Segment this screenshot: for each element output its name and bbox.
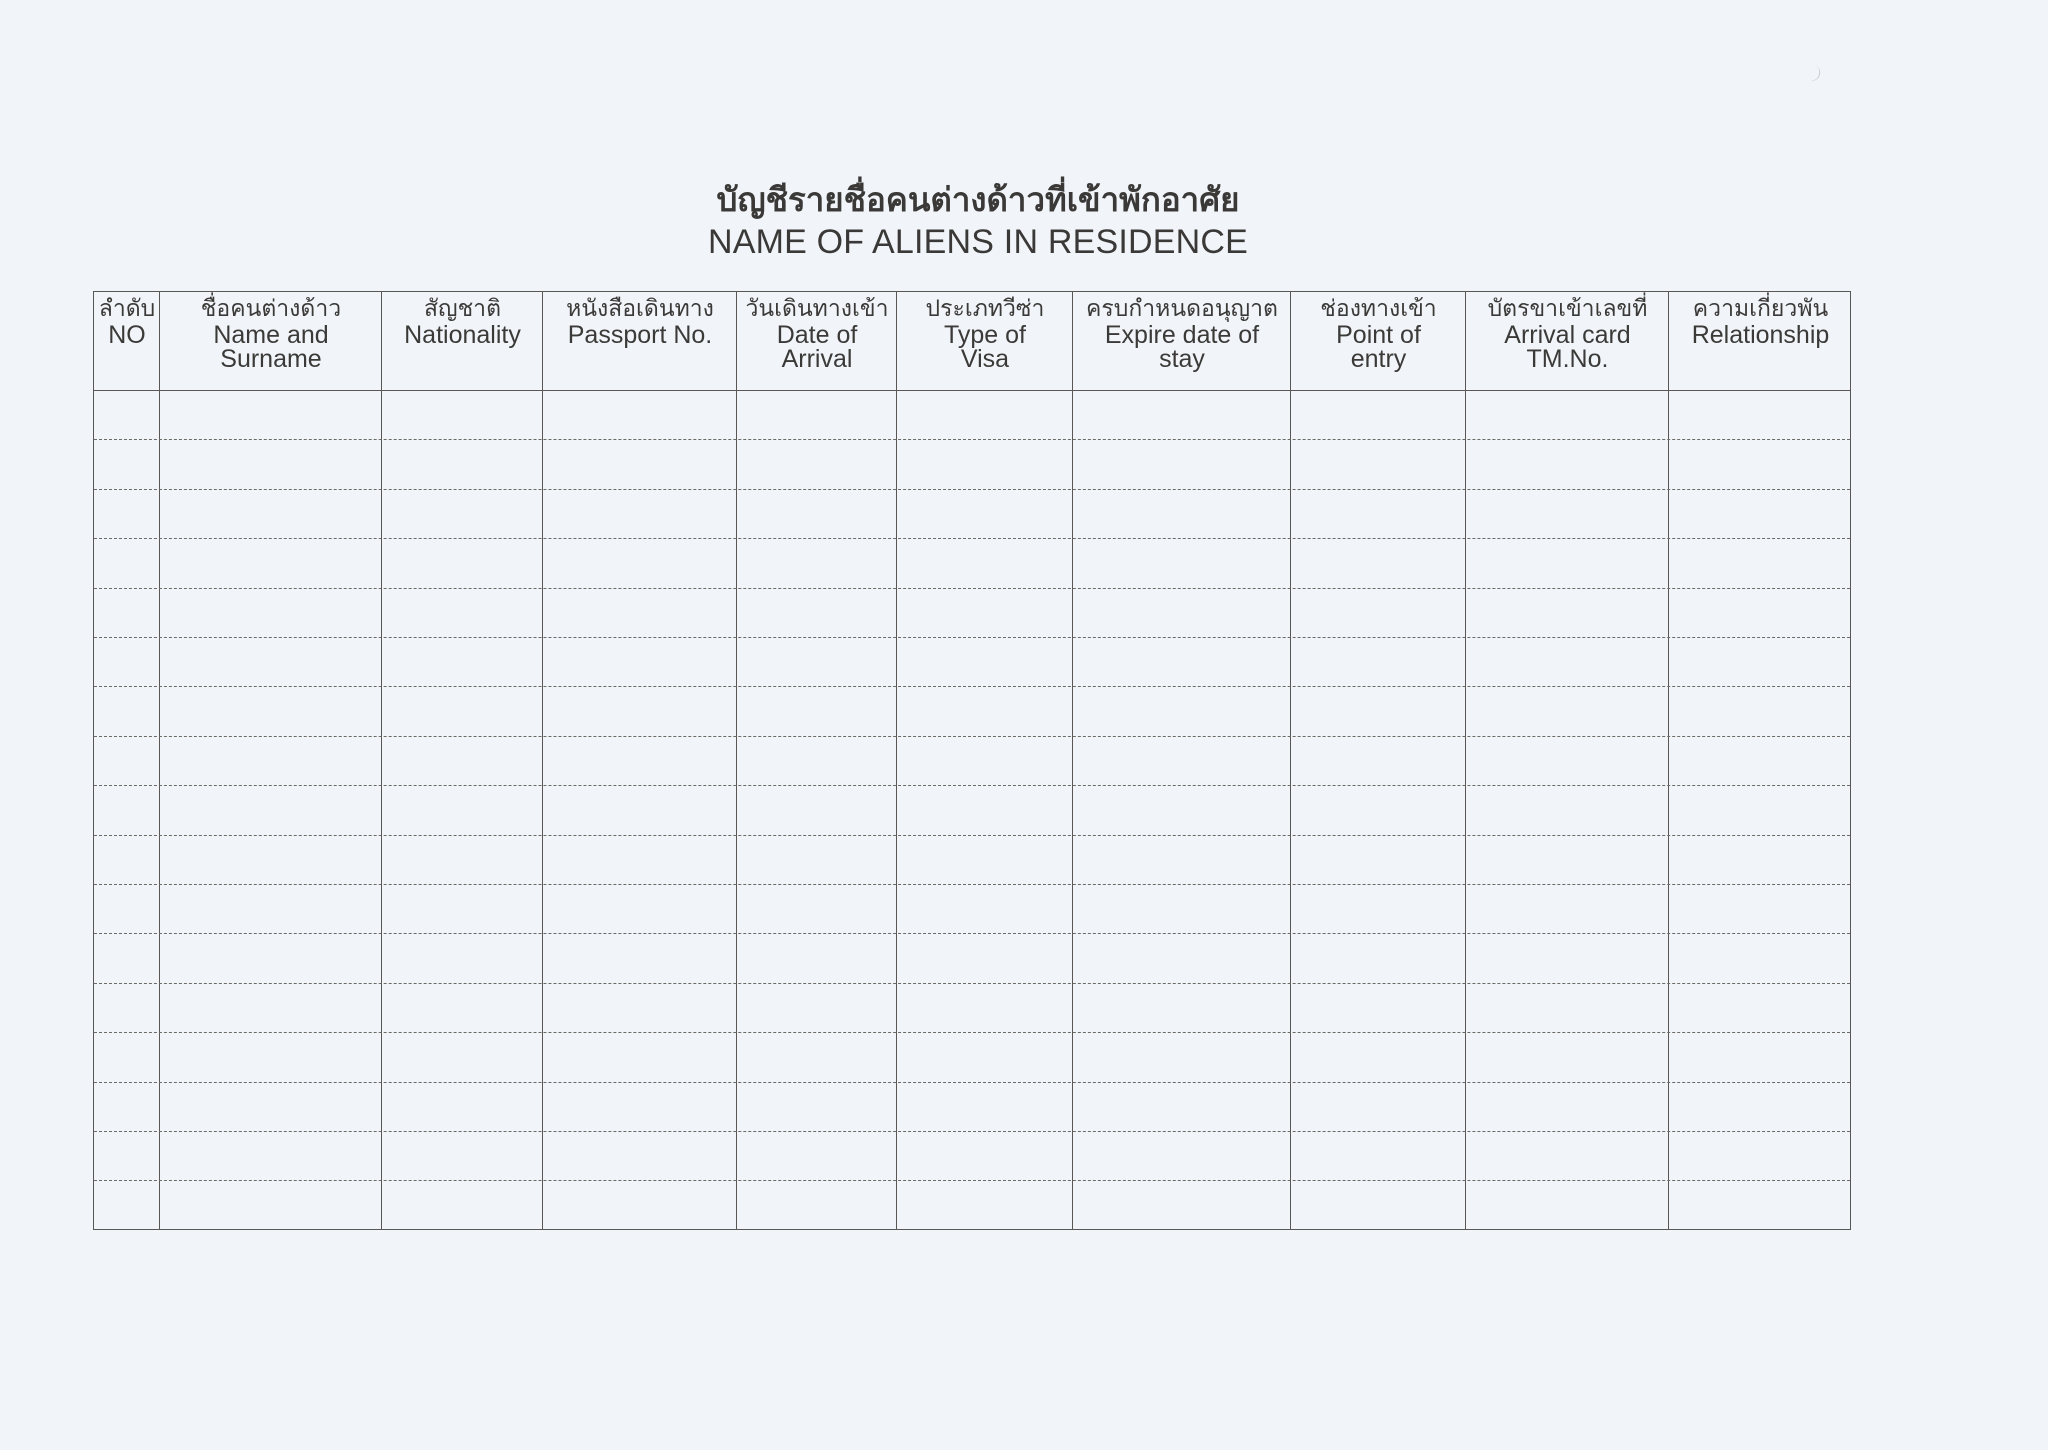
- header-label-thai: สัญชาติ: [423, 296, 502, 322]
- cell-relationship[interactable]: [1669, 439, 1852, 488]
- cell-entry_point[interactable]: [1291, 933, 1466, 982]
- cell-nationality[interactable]: [382, 538, 543, 587]
- cell-visa_type[interactable]: [897, 390, 1073, 439]
- cell-nationality[interactable]: [382, 884, 543, 933]
- document-title: [0, 178, 1956, 262]
- cell-expire_date[interactable]: [1073, 933, 1291, 982]
- header-label-english: Arrival card TM.No.: [1504, 321, 1631, 373]
- cell-name[interactable]: [160, 538, 382, 587]
- cell-no[interactable]: [94, 1131, 160, 1180]
- cell-passport[interactable]: [543, 390, 737, 439]
- cell-no[interactable]: [94, 835, 160, 884]
- cell-expire_date[interactable]: [1073, 1131, 1291, 1180]
- cell-name[interactable]: [160, 785, 382, 834]
- cell-passport[interactable]: [543, 439, 737, 488]
- cell-name[interactable]: [160, 686, 382, 735]
- cell-relationship[interactable]: [1669, 538, 1852, 587]
- cell-arrival_card[interactable]: [1466, 1032, 1669, 1081]
- header-label-english: NO: [108, 321, 146, 349]
- cell-entry_point[interactable]: [1291, 835, 1466, 884]
- header-label-thai: ครบกำหนดอนุญาต: [1086, 296, 1278, 322]
- cell-arrival_card[interactable]: [1466, 588, 1669, 637]
- header-name: [160, 292, 382, 390]
- header-nationality: [382, 292, 543, 390]
- cell-relationship[interactable]: [1669, 390, 1852, 439]
- cell-passport[interactable]: [543, 1131, 737, 1180]
- scan-mark: [1809, 65, 1823, 83]
- cell-entry_point[interactable]: [1291, 983, 1466, 1032]
- cell-arrival_card[interactable]: [1466, 933, 1669, 982]
- header-label-english: Name and Surname: [213, 321, 329, 373]
- cell-name[interactable]: [160, 588, 382, 637]
- header-label-english: Type of Visa: [944, 321, 1026, 373]
- cell-relationship[interactable]: [1669, 1082, 1852, 1131]
- cell-arrival_card[interactable]: [1466, 736, 1669, 785]
- cell-passport[interactable]: [543, 785, 737, 834]
- cell-arrival_date[interactable]: [737, 489, 897, 538]
- cell-entry_point[interactable]: [1291, 785, 1466, 834]
- header-label-thai: ชื่อคนต่างด้าว: [200, 296, 342, 322]
- cell-entry_point[interactable]: [1291, 1082, 1466, 1131]
- cell-visa_type[interactable]: [897, 835, 1073, 884]
- cell-name[interactable]: [160, 1032, 382, 1081]
- cell-expire_date[interactable]: [1073, 439, 1291, 488]
- cell-expire_date[interactable]: [1073, 736, 1291, 785]
- cell-arrival_date[interactable]: [737, 1131, 897, 1180]
- cell-passport[interactable]: [543, 538, 737, 587]
- cell-expire_date[interactable]: [1073, 1082, 1291, 1131]
- header-no: [94, 292, 160, 390]
- cell-relationship[interactable]: [1669, 1131, 1852, 1180]
- cell-entry_point[interactable]: [1291, 1032, 1466, 1081]
- cell-name[interactable]: [160, 983, 382, 1032]
- cell-expire_date[interactable]: [1073, 1032, 1291, 1081]
- cell-arrival_date[interactable]: [737, 439, 897, 488]
- cell-nationality[interactable]: [382, 983, 543, 1032]
- header-entry_point: [1291, 292, 1466, 390]
- header-expire_date: [1073, 292, 1291, 390]
- cell-no[interactable]: [94, 1082, 160, 1131]
- cell-nationality[interactable]: [382, 785, 543, 834]
- cell-visa_type[interactable]: [897, 983, 1073, 1032]
- cell-expire_date[interactable]: [1073, 538, 1291, 587]
- cell-relationship[interactable]: [1669, 736, 1852, 785]
- cell-relationship[interactable]: [1669, 884, 1852, 933]
- cell-passport[interactable]: [543, 489, 737, 538]
- cell-visa_type[interactable]: [897, 884, 1073, 933]
- cell-no[interactable]: [94, 933, 160, 982]
- cell-arrival_card[interactable]: [1466, 1082, 1669, 1131]
- cell-name[interactable]: [160, 1082, 382, 1131]
- cell-passport[interactable]: [543, 983, 737, 1032]
- cell-arrival_date[interactable]: [737, 983, 897, 1032]
- cell-no[interactable]: [94, 637, 160, 686]
- cell-visa_type[interactable]: [897, 489, 1073, 538]
- header-label-thai: วันเดินทางเข้า: [745, 296, 889, 322]
- cell-arrival_date[interactable]: [737, 1032, 897, 1081]
- cell-entry_point[interactable]: [1291, 390, 1466, 439]
- cell-visa_type[interactable]: [897, 588, 1073, 637]
- cell-entry_point[interactable]: [1291, 1180, 1466, 1229]
- cell-passport[interactable]: [543, 884, 737, 933]
- cell-nationality[interactable]: [382, 1131, 543, 1180]
- cell-relationship[interactable]: [1669, 588, 1852, 637]
- cell-arrival_card[interactable]: [1466, 489, 1669, 538]
- cell-passport[interactable]: [543, 933, 737, 982]
- cell-visa_type[interactable]: [897, 1082, 1073, 1131]
- cell-relationship[interactable]: [1669, 1180, 1852, 1229]
- header-visa_type: [897, 292, 1073, 390]
- cell-no[interactable]: [94, 1180, 160, 1229]
- cell-arrival_date[interactable]: [737, 390, 897, 439]
- header-label-english: Point of entry: [1336, 321, 1421, 373]
- title-english: NAME OF ALIENS IN RESIDENCE: [707, 223, 1249, 261]
- cell-name[interactable]: [160, 1180, 382, 1229]
- cell-arrival_card[interactable]: [1466, 538, 1669, 587]
- cell-arrival_date[interactable]: [737, 538, 897, 587]
- cell-arrival_date[interactable]: [737, 1180, 897, 1229]
- cell-expire_date[interactable]: [1073, 686, 1291, 735]
- cell-expire_date[interactable]: [1073, 785, 1291, 834]
- cell-expire_date[interactable]: [1073, 637, 1291, 686]
- cell-arrival_date[interactable]: [737, 933, 897, 982]
- cell-entry_point[interactable]: [1291, 637, 1466, 686]
- cell-nationality[interactable]: [382, 489, 543, 538]
- cell-entry_point[interactable]: [1291, 439, 1466, 488]
- cell-visa_type[interactable]: [897, 1180, 1073, 1229]
- cell-expire_date[interactable]: [1073, 489, 1291, 538]
- cell-nationality[interactable]: [382, 686, 543, 735]
- cell-name[interactable]: [160, 439, 382, 488]
- cell-name[interactable]: [160, 933, 382, 982]
- cell-entry_point[interactable]: [1291, 1131, 1466, 1180]
- cell-no[interactable]: [94, 1032, 160, 1081]
- aliens-register-table: [93, 291, 1851, 1230]
- cell-name[interactable]: [160, 489, 382, 538]
- cell-arrival_card[interactable]: [1466, 1131, 1669, 1180]
- cell-visa_type[interactable]: [897, 686, 1073, 735]
- cell-name[interactable]: [160, 884, 382, 933]
- header-label-thai: ช่องทางเข้า: [1320, 296, 1437, 322]
- cell-arrival_card[interactable]: [1466, 983, 1669, 1032]
- cell-arrival_date[interactable]: [737, 884, 897, 933]
- header-label-thai: ลำดับ: [98, 296, 156, 322]
- cell-nationality[interactable]: [382, 439, 543, 488]
- cell-no[interactable]: [94, 390, 160, 439]
- cell-arrival_date[interactable]: [737, 835, 897, 884]
- cell-arrival_card[interactable]: [1466, 785, 1669, 834]
- cell-visa_type[interactable]: [897, 785, 1073, 834]
- header-label-english: Nationality: [404, 321, 521, 349]
- cell-no[interactable]: [94, 983, 160, 1032]
- cell-entry_point[interactable]: [1291, 538, 1466, 587]
- cell-arrival_card[interactable]: [1466, 686, 1669, 735]
- cell-passport[interactable]: [543, 736, 737, 785]
- cell-arrival_date[interactable]: [737, 1082, 897, 1131]
- cell-arrival_date[interactable]: [737, 686, 897, 735]
- header-label-english: Passport No.: [567, 321, 713, 349]
- header-label-english: Date of Arrival: [776, 321, 858, 373]
- cell-no[interactable]: [94, 489, 160, 538]
- cell-visa_type[interactable]: [897, 439, 1073, 488]
- cell-passport[interactable]: [543, 1032, 737, 1081]
- cell-nationality[interactable]: [382, 1032, 543, 1081]
- title-thai: บัญชีรายชื่อคนต่างด้าวที่เข้าพักอาศัย: [716, 180, 1240, 219]
- header-passport: [543, 292, 737, 390]
- cell-no[interactable]: [94, 439, 160, 488]
- cell-no[interactable]: [94, 686, 160, 735]
- cell-arrival_date[interactable]: [737, 588, 897, 637]
- cell-nationality[interactable]: [382, 933, 543, 982]
- cell-passport[interactable]: [543, 588, 737, 637]
- cell-expire_date[interactable]: [1073, 835, 1291, 884]
- cell-name[interactable]: [160, 390, 382, 439]
- cell-no[interactable]: [94, 884, 160, 933]
- cell-nationality[interactable]: [382, 390, 543, 439]
- cell-nationality[interactable]: [382, 835, 543, 884]
- cell-visa_type[interactable]: [897, 736, 1073, 785]
- cell-entry_point[interactable]: [1291, 686, 1466, 735]
- cell-relationship[interactable]: [1669, 637, 1852, 686]
- cell-entry_point[interactable]: [1291, 736, 1466, 785]
- header-relationship: [1669, 292, 1852, 390]
- cell-relationship[interactable]: [1669, 983, 1852, 1032]
- cell-arrival_card[interactable]: [1466, 637, 1669, 686]
- cell-expire_date[interactable]: [1073, 983, 1291, 1032]
- cell-name[interactable]: [160, 637, 382, 686]
- cell-arrival_card[interactable]: [1466, 390, 1669, 439]
- cell-nationality[interactable]: [382, 736, 543, 785]
- cell-visa_type[interactable]: [897, 933, 1073, 982]
- cell-nationality[interactable]: [382, 1180, 543, 1229]
- cell-arrival_date[interactable]: [737, 736, 897, 785]
- cell-relationship[interactable]: [1669, 686, 1852, 735]
- header-label-thai: บัตรขาเข้าเลขที่: [1487, 296, 1648, 322]
- header-label-thai: ประเภทวีซ่า: [925, 296, 1045, 322]
- cell-arrival_card[interactable]: [1466, 835, 1669, 884]
- cell-nationality[interactable]: [382, 588, 543, 637]
- cell-visa_type[interactable]: [897, 538, 1073, 587]
- cell-entry_point[interactable]: [1291, 489, 1466, 538]
- cell-name[interactable]: [160, 835, 382, 884]
- cell-relationship[interactable]: [1669, 933, 1852, 982]
- cell-no[interactable]: [94, 736, 160, 785]
- cell-entry_point[interactable]: [1291, 884, 1466, 933]
- cell-expire_date[interactable]: [1073, 588, 1291, 637]
- cell-relationship[interactable]: [1669, 835, 1852, 884]
- cell-name[interactable]: [160, 736, 382, 785]
- header-label-english: Relationship: [1691, 321, 1830, 349]
- header-arrival_card: [1466, 292, 1669, 390]
- cell-visa_type[interactable]: [897, 1131, 1073, 1180]
- cell-visa_type[interactable]: [897, 1032, 1073, 1081]
- cell-relationship[interactable]: [1669, 785, 1852, 834]
- cell-relationship[interactable]: [1669, 489, 1852, 538]
- cell-no[interactable]: [94, 588, 160, 637]
- cell-passport[interactable]: [543, 1180, 737, 1229]
- cell-arrival_card[interactable]: [1466, 1180, 1669, 1229]
- cell-passport[interactable]: [543, 686, 737, 735]
- header-label-thai: ความเกี่ยวพัน: [1692, 296, 1829, 322]
- cell-passport[interactable]: [543, 1082, 737, 1131]
- cell-nationality[interactable]: [382, 637, 543, 686]
- cell-expire_date[interactable]: [1073, 390, 1291, 439]
- cell-expire_date[interactable]: [1073, 884, 1291, 933]
- cell-name[interactable]: [160, 1131, 382, 1180]
- cell-arrival_date[interactable]: [737, 785, 897, 834]
- cell-expire_date[interactable]: [1073, 1180, 1291, 1229]
- header-label-thai: หนังสือเดินทาง: [566, 296, 714, 322]
- header-arrival_date: [737, 292, 897, 390]
- cell-arrival_card[interactable]: [1466, 439, 1669, 488]
- cell-nationality[interactable]: [382, 1082, 543, 1131]
- cell-passport[interactable]: [543, 637, 737, 686]
- cell-visa_type[interactable]: [897, 637, 1073, 686]
- cell-no[interactable]: [94, 538, 160, 587]
- cell-arrival_card[interactable]: [1466, 884, 1669, 933]
- cell-relationship[interactable]: [1669, 1032, 1852, 1081]
- cell-arrival_date[interactable]: [737, 637, 897, 686]
- cell-no[interactable]: [94, 785, 160, 834]
- cell-entry_point[interactable]: [1291, 588, 1466, 637]
- header-label-english: Expire date of stay: [1104, 321, 1260, 373]
- cell-passport[interactable]: [543, 835, 737, 884]
